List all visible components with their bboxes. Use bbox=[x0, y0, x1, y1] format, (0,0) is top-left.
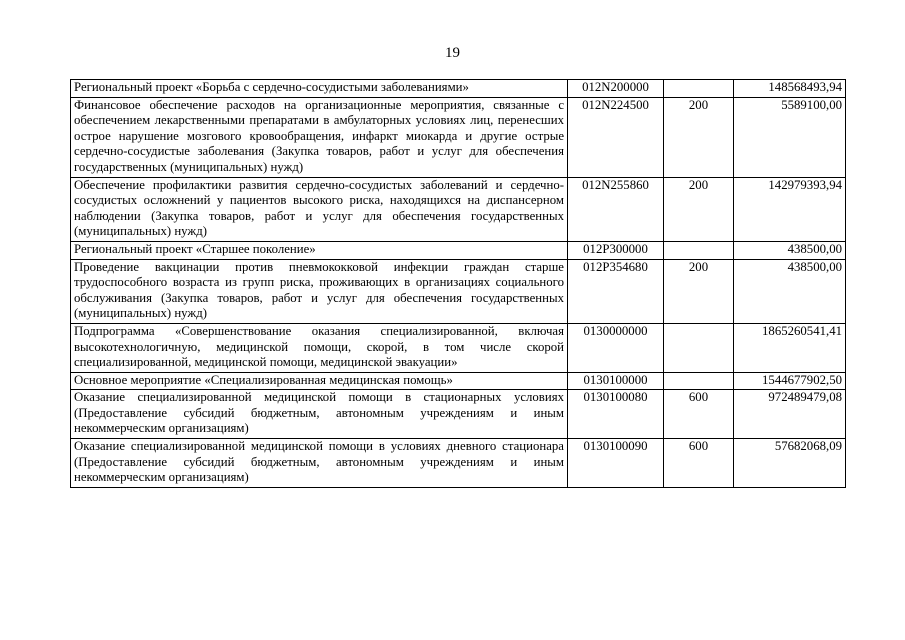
row-description: Подпрограмма «Совершенствование оказания специализированной, включая высокотехнологичную, медицинской помощи, скорой, в том числе скорой специализированной, медицинской помощи, медицинской эвакуации» bbox=[71, 323, 568, 372]
table-row bbox=[71, 390, 846, 439]
row-description: Обеспечение профилактики развития сердечно-сосудистых заболеваний и сердечно-сосудистых осложнений у пациентов высокого риска, находящихся на диспансерном наблюдении (Закупка товаров, работ и услуг для обеспечения государственных (муниципальных) нужд) bbox=[71, 177, 568, 241]
row-expense-type bbox=[664, 372, 734, 390]
row-amount: 438500,00 bbox=[734, 259, 846, 323]
row-expense-type: 200 bbox=[664, 259, 734, 323]
row-expense-type bbox=[664, 241, 734, 259]
table-row bbox=[71, 323, 846, 372]
row-target-code: 0130100090 bbox=[568, 439, 664, 488]
table-row bbox=[71, 241, 846, 259]
table-row bbox=[71, 372, 846, 390]
row-amount: 972489479,08 bbox=[734, 390, 846, 439]
row-description: Региональный проект «Старшее поколение» bbox=[71, 241, 568, 259]
row-target-code: 0130100080 bbox=[568, 390, 664, 439]
row-description: Финансовое обеспечение расходов на организационные мероприятия, связанные с обеспечением лекарственными препаратами в амбулаторных условиях лиц, перенесших острое нарушение мозгового кровообращения, инфаркт миокарда и другие острые сердечно-сосудистые заболевания (Закупка товаров, работ и услуг для обеспечения государственных (муниципальных) нужд) bbox=[71, 97, 568, 177]
row-expense-type: 600 bbox=[664, 390, 734, 439]
row-description: Оказание специализированной медицинской помощи в условиях дневного стационара (Предоставление субсидий бюджетным, автономным учреждениям и иным некоммерческим организациям) bbox=[71, 439, 568, 488]
row-target-code: 0130100000 bbox=[568, 372, 664, 390]
row-target-code: 012P354680 bbox=[568, 259, 664, 323]
row-target-code: 012P300000 bbox=[568, 241, 664, 259]
row-description: Основное мероприятие «Специализированная медицинская помощь» bbox=[71, 372, 568, 390]
row-description: Проведение вакцинации против пневмококковой инфекции граждан старше трудоспособного возраста из групп риска, проживающих в организациях социального обслуживания (Закупка товаров, работ и услуг для обеспечения государственных (муниципальных) нужд) bbox=[71, 259, 568, 323]
table-row bbox=[71, 259, 846, 323]
row-amount: 148568493,94 bbox=[734, 80, 846, 98]
row-expense-type bbox=[664, 80, 734, 98]
row-target-code: 012N224500 bbox=[568, 97, 664, 177]
table-row bbox=[71, 80, 846, 98]
row-expense-type: 200 bbox=[664, 97, 734, 177]
row-expense-type bbox=[664, 323, 734, 372]
row-amount: 142979393,94 bbox=[734, 177, 846, 241]
row-amount: 1544677902,50 bbox=[734, 372, 846, 390]
table-row bbox=[71, 439, 846, 488]
row-amount: 57682068,09 bbox=[734, 439, 846, 488]
row-description: Оказание специализированной медицинской помощи в стационарных условиях (Предоставление субсидий бюджетным, автономным учреждениям и иным некоммерческим организациям) bbox=[71, 390, 568, 439]
row-amount: 5589100,00 bbox=[734, 97, 846, 177]
row-expense-type: 600 bbox=[664, 439, 734, 488]
table-row bbox=[71, 97, 846, 177]
budget-table bbox=[70, 79, 846, 488]
row-amount: 438500,00 bbox=[734, 241, 846, 259]
row-target-code: 012N255860 bbox=[568, 177, 664, 241]
row-amount: 1865260541,41 bbox=[734, 323, 846, 372]
row-expense-type: 200 bbox=[664, 177, 734, 241]
row-target-code: 012N200000 bbox=[568, 80, 664, 98]
row-target-code: 0130000000 bbox=[568, 323, 664, 372]
table-row bbox=[71, 177, 846, 241]
page-number: 19 bbox=[445, 45, 460, 61]
row-description: Региональный проект «Борьба с сердечно-сосудистыми заболеваниями» bbox=[71, 80, 568, 98]
